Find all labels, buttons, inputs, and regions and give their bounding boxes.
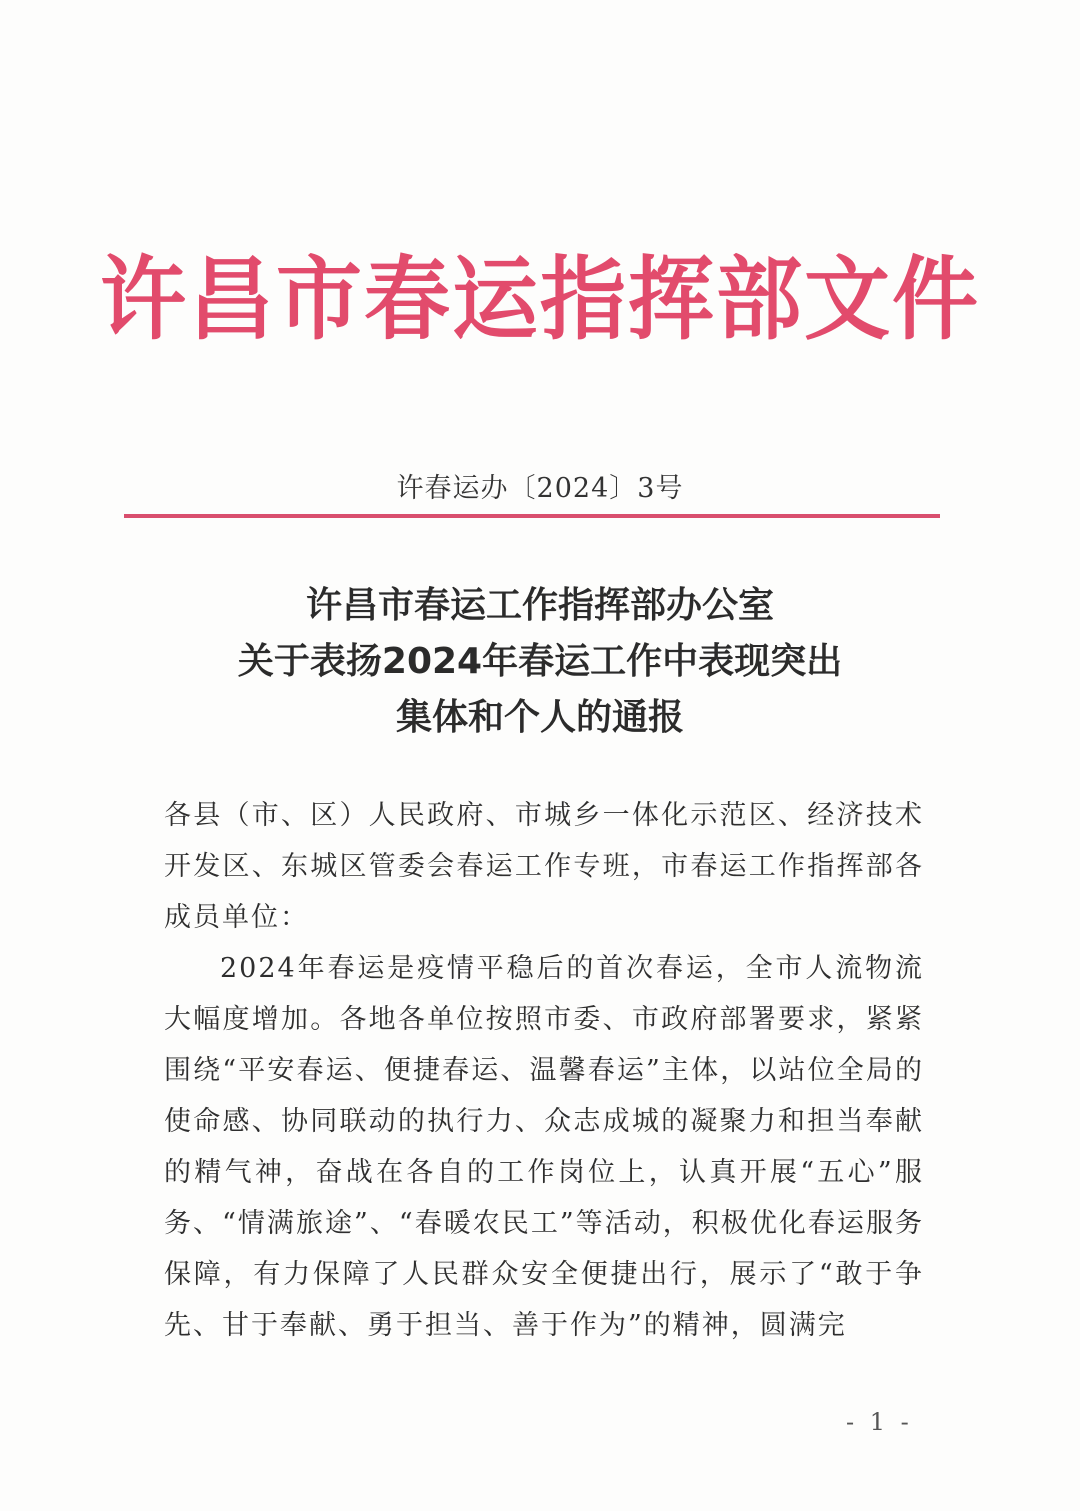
- title-line-3: 集体和个人的通报: [395, 697, 684, 738]
- document-number: 许春运办〔2024〕3号: [396, 473, 684, 504]
- body-paragraph: 2024年春运是疫情平稳后的首次春运，全市人流物流大幅度增加。各地各单位按照市委、市政府部署要求，紧紧围绕“平安春运、便捷春运、温馨春运”主体，以站位全局的使命感、协同联动的执行力、众志成城的凝聚力和担当奉献的精气神，奋战在各自的工作岗位上，认真开展“五心”服务、“情满旅途”、“春暖农民工”等活动，积极优化春运服务保障，有力保障了人民群众安全便捷出行，展示了“敢于争先、甘于奉献、勇于担当、善于作为”的精神，圆满完: [164, 953, 924, 1341]
- document-body: [164, 790, 924, 1351]
- title-line-1: 许昌市春运工作指挥部办公室: [305, 585, 774, 626]
- addressee: 各县（市、区）人民政府、市城乡一体化示范区、经济技术开发区、东城区管委会春运工作专班，市春运工作指挥部各成员单位：: [164, 800, 924, 933]
- document-title: [0, 578, 1080, 746]
- document-masthead: 许昌市春运指挥部文件: [100, 247, 980, 353]
- title-line-2: 关于表扬2024年春运工作中表现突出: [237, 641, 843, 682]
- red-separator-line: [124, 514, 940, 518]
- page-number: - 1 -: [846, 1408, 913, 1436]
